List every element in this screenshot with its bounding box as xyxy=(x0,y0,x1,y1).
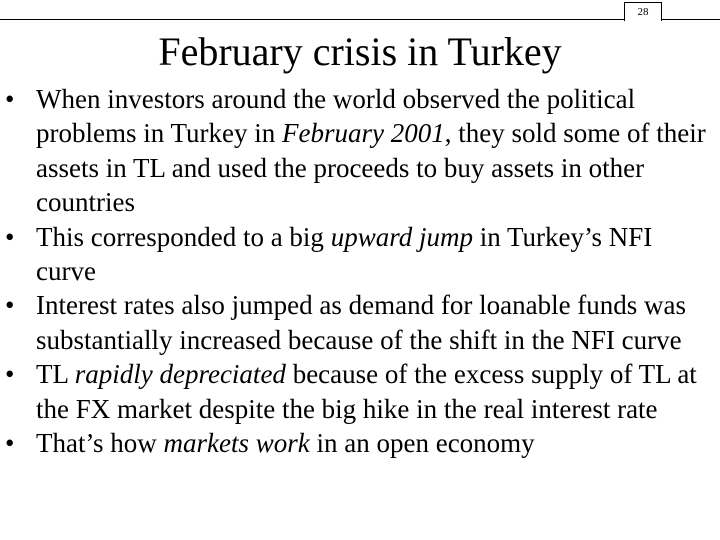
bullet-dot-icon: • xyxy=(5,84,15,114)
header-rule xyxy=(0,19,720,20)
bullet-dot-icon: • xyxy=(5,290,15,321)
bullet-item xyxy=(0,82,716,220)
bullet-dot-icon: • xyxy=(5,359,15,390)
bullet-text: Interest rates also jumped as demand for loanable funds was substantially increased because of the shift in the NFI curve xyxy=(36,290,687,355)
bullet-item xyxy=(0,357,716,426)
bullet-emphasis: upward jump xyxy=(330,221,473,252)
bullet-text: in Turkey’s NFI curve xyxy=(36,221,653,287)
slide-title: February crisis in Turkey xyxy=(158,29,562,74)
bullet-item xyxy=(0,288,716,357)
bullet-emphasis: rapidly depreciated xyxy=(74,359,286,390)
bullet-text: That’s how xyxy=(36,428,164,459)
bullet-dot-icon: • xyxy=(5,221,15,252)
bullet-dot-icon: • xyxy=(5,428,15,459)
bullet-text: This corresponded to a big xyxy=(36,221,331,252)
bullet-emphasis: markets work xyxy=(163,428,310,459)
bullet-item xyxy=(0,426,716,460)
bullet-text: TL xyxy=(36,359,75,390)
bullet-text: , they sold some of their assets in TL and used the proceeds to buy assets in other countries xyxy=(36,118,706,218)
bullet-list xyxy=(0,82,720,460)
bullet-item xyxy=(0,220,716,289)
bullet-text: because of the excess supply of TL at the FX market despite the big hike in the real interest rate xyxy=(36,359,697,424)
bullet-text: in an open economy xyxy=(309,428,535,459)
page-number: 28 xyxy=(624,2,662,21)
bullet-emphasis: February 2001 xyxy=(282,118,445,149)
bullet-text: When investors around the world observed the political problems in Turkey in xyxy=(36,84,636,149)
